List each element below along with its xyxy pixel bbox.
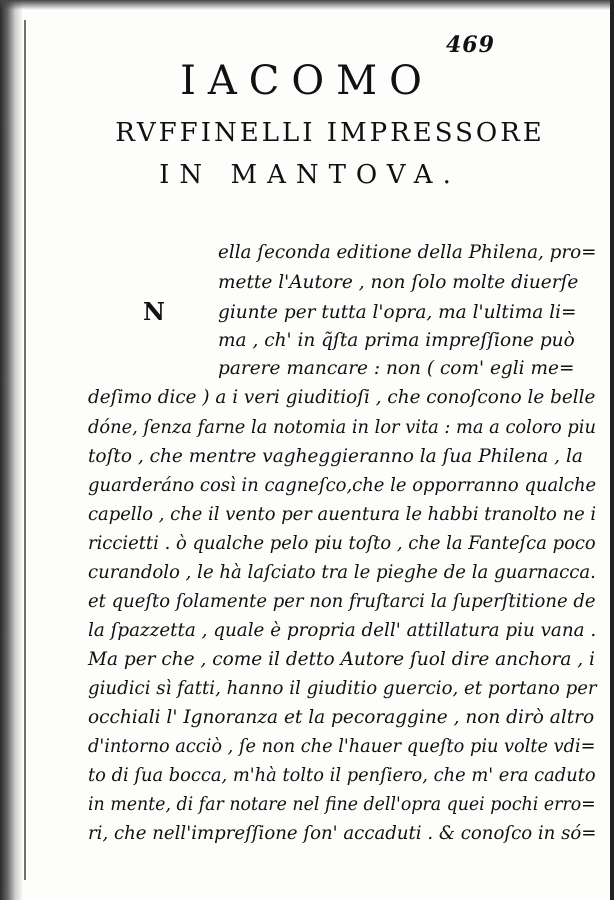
body-line: dóne, ſenza farne la notomia in lor vita : ma a coloro piu xyxy=(88,417,596,438)
body-line: toſto , che mentre vagheggieranno la ſua Philena , la xyxy=(88,446,583,467)
body-line: deſimo dice ) a i veri giuditioſi , che conoſcono le belle xyxy=(88,387,596,408)
body-line: giunte per tutta l'opra, ma l'ultima li= xyxy=(218,302,577,323)
body-line: d'intorno acciò , ſe non che l'hauer queſto piu volte vdi= xyxy=(88,736,596,757)
body-line: giudici sì fatti, hanno il giuditio guercio, et portano per xyxy=(88,678,597,699)
body-line: et queſto ſolamente per non fruſtarci la ſuperſtitione de xyxy=(88,591,596,612)
body-line: ella ſeconda editione della Philena, pro= xyxy=(218,242,597,263)
body-line: la ſpazzetta , quale è propria dell' attillatura piu vana . xyxy=(88,620,597,641)
body-line: curandolo , le hà laſciato tra le pieghe de la guarnacca. xyxy=(88,562,596,583)
body-line: capello , che il vento per auentura le habbi tranolto ne i xyxy=(88,504,597,525)
body-line: ma , ch' in q̃ſta prima impreſſione può xyxy=(218,330,575,351)
heading-printer-title: RVFFINELLI IMPRESSORE xyxy=(115,118,545,148)
body-line: to di ſua bocca, m'hà tolto il penſiero, che m' era caduto xyxy=(88,765,596,786)
heading-place: IN MANTOVA. xyxy=(159,160,461,190)
drop-initial: N xyxy=(143,297,165,326)
body-line: mette l'Autore , non ſolo molte diuerſe xyxy=(218,272,579,293)
body-line: Ma per che , come il detto Autore ſuol dire anchora , i xyxy=(88,649,595,670)
body-line: in mente, di far notare nel fine dell'opra quei pochi erro= xyxy=(88,794,596,815)
heading-printer-name: IACOMO xyxy=(180,58,434,104)
body-line: parere mancare : non ( com' egli me= xyxy=(218,358,575,379)
body-line: guarderáno così in cagneſco,che le opporranno qualche xyxy=(88,475,597,496)
gutter-line xyxy=(24,20,26,880)
body-line: ri, che nell'impreſſione ſon' accaduti . & conoſco in só= xyxy=(88,823,597,844)
top-edge-shadow xyxy=(0,0,614,10)
binding-shadow xyxy=(0,0,22,900)
page-number: 469 xyxy=(446,32,495,58)
body-line: occhiali l' Ignoranza et la pecoraggine , non dirò altro xyxy=(88,707,595,728)
body-line: riccietti . ò qualche pelo piu toſto , che la Fanteſca poco xyxy=(88,533,596,554)
right-edge xyxy=(610,0,614,900)
